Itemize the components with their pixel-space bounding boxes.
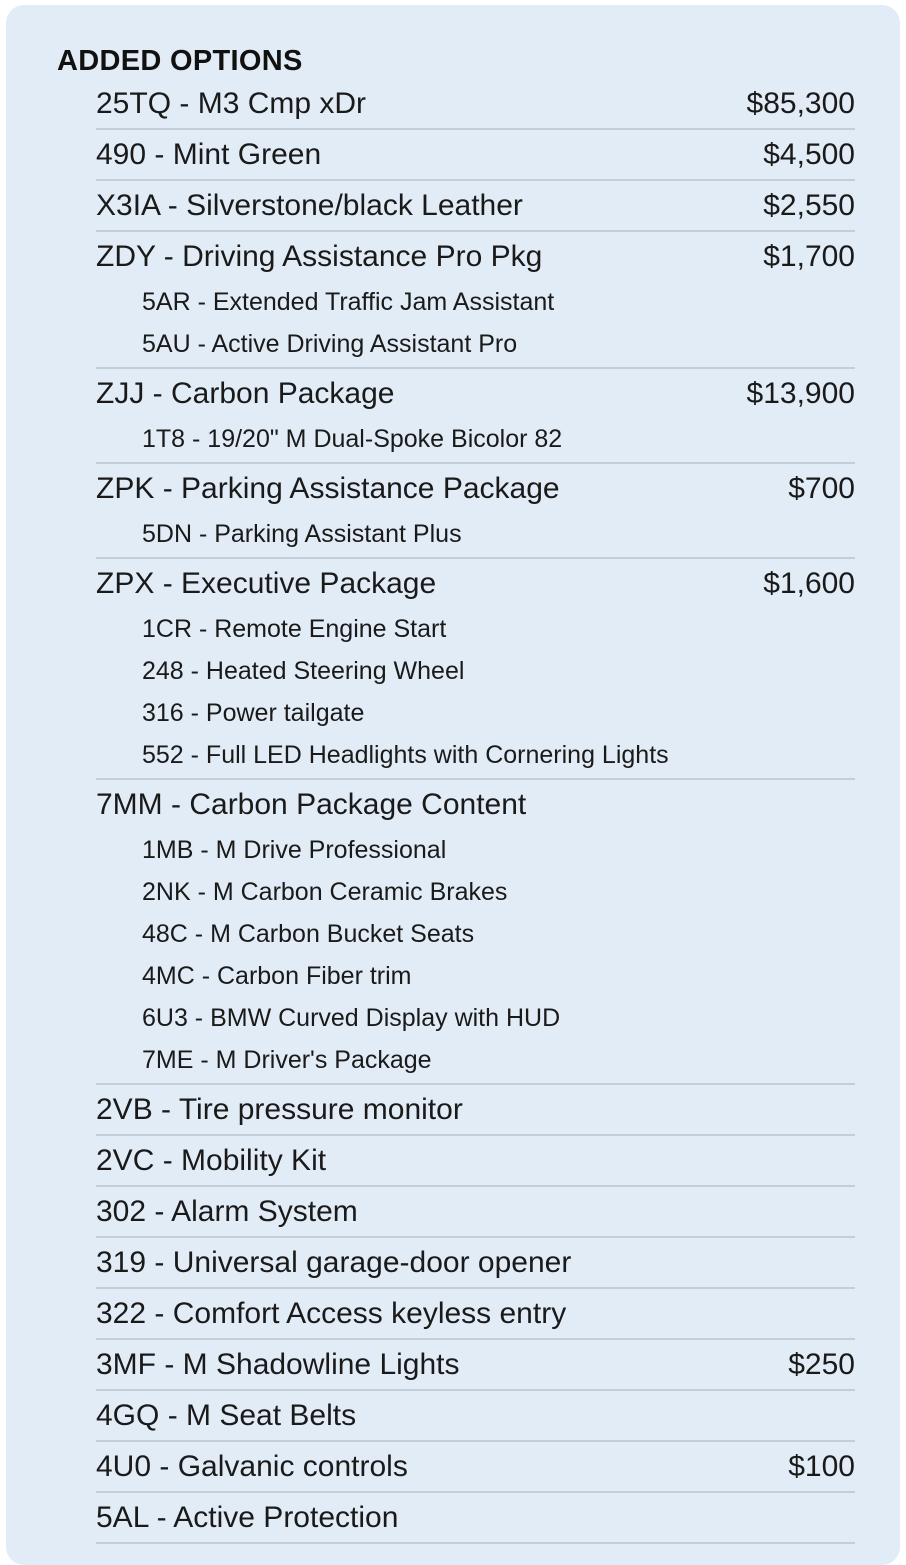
option-label [96, 377, 394, 411]
included-item: 5AU - Active Driving Assistant Pro [142, 330, 518, 358]
option-group [96, 1187, 855, 1238]
option-row [96, 130, 855, 179]
option-name: Mint Green [172, 137, 322, 171]
option-row [96, 464, 855, 513]
option-row [96, 79, 855, 128]
included-item: 6U3 - BMW Curved Display with HUD [142, 1004, 561, 1032]
option-group [96, 1136, 855, 1187]
option-label [96, 472, 560, 506]
option-label [96, 1144, 326, 1178]
option-group [96, 1340, 855, 1391]
option-name: M Shadowline Lights [182, 1347, 460, 1381]
option-price: $85,300 [746, 86, 855, 120]
option-label [96, 1450, 408, 1484]
option-group [96, 1442, 855, 1493]
option-label [96, 189, 523, 223]
option-separator: - [159, 1398, 187, 1432]
option-separator: - [148, 1500, 174, 1534]
option-code: 4U0 [96, 1449, 152, 1483]
option-row [96, 1391, 855, 1440]
option-code: 3MF [96, 1347, 156, 1381]
option-row [96, 181, 855, 230]
option-name: Executive Package [181, 566, 437, 600]
option-code: 4GQ [96, 1398, 160, 1432]
option-separator: - [146, 1296, 173, 1330]
option-name: Parking Assistance Package [181, 471, 560, 505]
option-group [96, 181, 855, 232]
option-name: M3 Cmp xDr [197, 86, 367, 120]
option-label [96, 1195, 358, 1229]
option-price: $1,600 [763, 566, 855, 600]
option-group [96, 1391, 855, 1442]
option-row [96, 1340, 855, 1389]
option-name: Universal garage-door opener [172, 1245, 572, 1279]
option-label [96, 87, 366, 121]
option-name: M Seat Belts [186, 1398, 357, 1432]
option-row [96, 1085, 855, 1134]
option-code: 319 [96, 1245, 147, 1279]
option-code: 25TQ [96, 86, 172, 120]
option-name: Driving Assistance Pro Pkg [182, 239, 543, 273]
option-price: $700 [788, 471, 855, 505]
option-separator: - [146, 1194, 172, 1228]
option-code: ZPX [96, 566, 155, 600]
option-separator: - [171, 86, 198, 120]
option-name: Carbon Package Content [189, 787, 527, 821]
options-list [96, 79, 855, 1544]
option-name: Active Protection [173, 1500, 399, 1534]
option-code: 490 [96, 137, 147, 171]
included-item: 4MC - Carbon Fiber trim [142, 962, 412, 990]
option-row [96, 1238, 855, 1287]
option-name: Galvanic controls [177, 1449, 408, 1483]
option-label [96, 567, 436, 601]
option-code: ZPK [96, 471, 155, 505]
option-code: 5AL [96, 1500, 149, 1534]
option-group [96, 1289, 855, 1340]
option-code: ZDY [96, 239, 156, 273]
option-label [96, 1399, 356, 1433]
option-row [96, 1289, 855, 1338]
option-code: X3IA [96, 188, 160, 222]
option-group [96, 464, 855, 559]
option-code: ZJJ [96, 376, 145, 410]
included-item: 1CR - Remote Engine Start [142, 615, 447, 643]
option-name: Mobility Kit [181, 1143, 327, 1177]
option-group [96, 79, 855, 130]
included-item: 316 - Power tailgate [142, 699, 365, 727]
option-code: 322 [96, 1296, 147, 1330]
option-name: Comfort Access keyless entry [172, 1296, 567, 1330]
included-item: 2NK - M Carbon Ceramic Brakes [142, 878, 508, 906]
option-name: Tire pressure monitor [178, 1092, 463, 1126]
option-label [96, 1501, 398, 1535]
option-row [96, 369, 855, 418]
option-row [96, 559, 855, 608]
section-title: ADDED OPTIONS [57, 45, 303, 77]
included-item: 7ME - M Driver's Package [142, 1046, 432, 1074]
included-item: 5DN - Parking Assistant Plus [142, 520, 462, 548]
option-price: $250 [788, 1347, 855, 1381]
option-row [96, 780, 855, 829]
option-row [96, 1442, 855, 1491]
option-label [96, 240, 542, 274]
option-group [96, 1238, 855, 1289]
option-code: 7MM [96, 787, 163, 821]
option-separator: - [152, 1092, 179, 1126]
option-price: $13,900 [746, 376, 855, 410]
option-separator: - [151, 1449, 178, 1483]
option-price: $1,700 [763, 239, 855, 273]
included-item: 48C - M Carbon Bucket Seats [142, 920, 475, 948]
option-separator: - [146, 1245, 173, 1279]
option-name: Silverstone/black Leather [186, 188, 523, 222]
option-separator: - [154, 566, 182, 600]
option-label [96, 138, 321, 172]
option-separator: - [156, 1347, 183, 1381]
included-item: 1MB - M Drive Professional [142, 836, 447, 864]
option-code: 2VC [96, 1143, 155, 1177]
option-label [96, 1348, 460, 1382]
option-price: $4,500 [763, 137, 855, 171]
option-separator: - [144, 376, 171, 410]
included-item: 552 - Full LED Headlights with Cornering Lights [142, 741, 669, 769]
option-group [96, 1493, 855, 1544]
option-separator: - [162, 787, 190, 821]
included-item: 1T8 - 19/20" M Dual-Spoke Bicolor 82 [142, 425, 563, 453]
option-label [96, 1093, 463, 1127]
option-price: $2,550 [763, 188, 855, 222]
option-separator: - [159, 188, 187, 222]
option-group [96, 559, 855, 780]
option-group [96, 1085, 855, 1136]
option-name: Alarm System [171, 1194, 358, 1228]
option-separator: - [146, 137, 173, 171]
option-group [96, 232, 855, 369]
included-item: 5AR - Extended Traffic Jam Assistant [142, 288, 555, 316]
option-separator: - [154, 471, 182, 505]
option-price: $100 [788, 1449, 855, 1483]
option-code: 2VB [96, 1092, 153, 1126]
option-group [96, 780, 855, 1085]
option-label [96, 1297, 566, 1331]
included-item: 248 - Heated Steering Wheel [142, 657, 465, 685]
option-row [96, 1136, 855, 1185]
option-label [96, 788, 526, 822]
option-label [96, 1246, 571, 1280]
option-separator: - [154, 1143, 182, 1177]
option-row [96, 232, 855, 281]
option-code: 302 [96, 1194, 147, 1228]
option-group [96, 369, 855, 464]
option-group [96, 130, 855, 181]
option-name: Carbon Package [171, 376, 395, 410]
option-row [96, 1493, 855, 1542]
option-row [96, 1187, 855, 1236]
option-separator: - [155, 239, 183, 273]
